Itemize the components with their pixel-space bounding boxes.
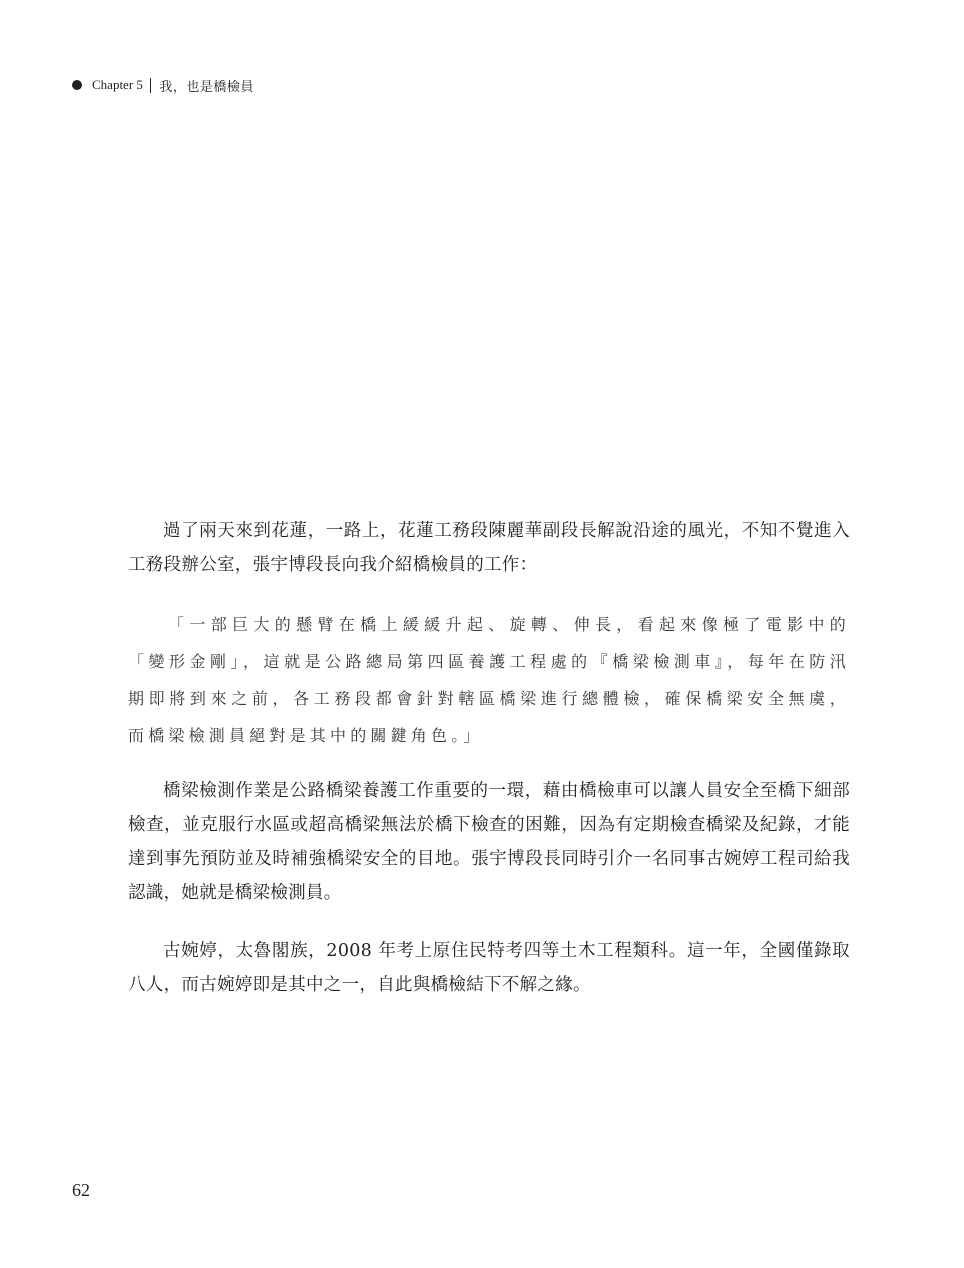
chapter-label: Chapter 5 xyxy=(92,77,143,92)
page-number: 62 xyxy=(72,1180,90,1200)
block-quote: 「一部巨大的懸臂在橋上緩緩升起、旋轉、伸長，看起來像極了電影中的「變形金剛」，這就是公路總局第四區養護工程處的『橋梁檢測車』，每年在防汛期即將到來之前，各工務段都會針對轄區橋梁進行總體檢，確保橋梁安全無虞，而橋梁檢測員絕對是其中的關鍵角色。」 xyxy=(128,615,850,745)
running-header xyxy=(72,74,254,96)
bullet-icon xyxy=(72,80,82,90)
paragraph: 橋梁檢測作業是公路橋梁養護工作重要的一環，藉由橋檢車可以讓人員安全至橋下細部檢查，並克服行水區或超高橋梁無法於橋下檢查的困難，因為有定期檢查橋梁及紀錄，才能達到事先預防並及時補強橋梁安全的目地。張宇博段長同時引介一名同事古婉婷工程司給我認識，她就是橋梁檢測員。 xyxy=(128,781,850,903)
header-divider xyxy=(150,78,152,93)
chapter-title: 我，也是橋檢員 xyxy=(159,79,254,95)
paragraph: 過了兩天來到花蓮，一路上，花蓮工務段陳麗華副段長解說沿途的風光，不知不覺進入工務段辦公室，張宇博段長向我介紹橋檢員的工作： xyxy=(128,521,850,575)
paragraph: 古婉婷，太魯閣族，2008 年考上原住民特考四等土木工程類科。這一年，全國僅錄取八人，而古婉婷即是其中之一，自此與橋檢結下不解之緣。 xyxy=(128,941,850,995)
body-text xyxy=(128,514,850,1026)
